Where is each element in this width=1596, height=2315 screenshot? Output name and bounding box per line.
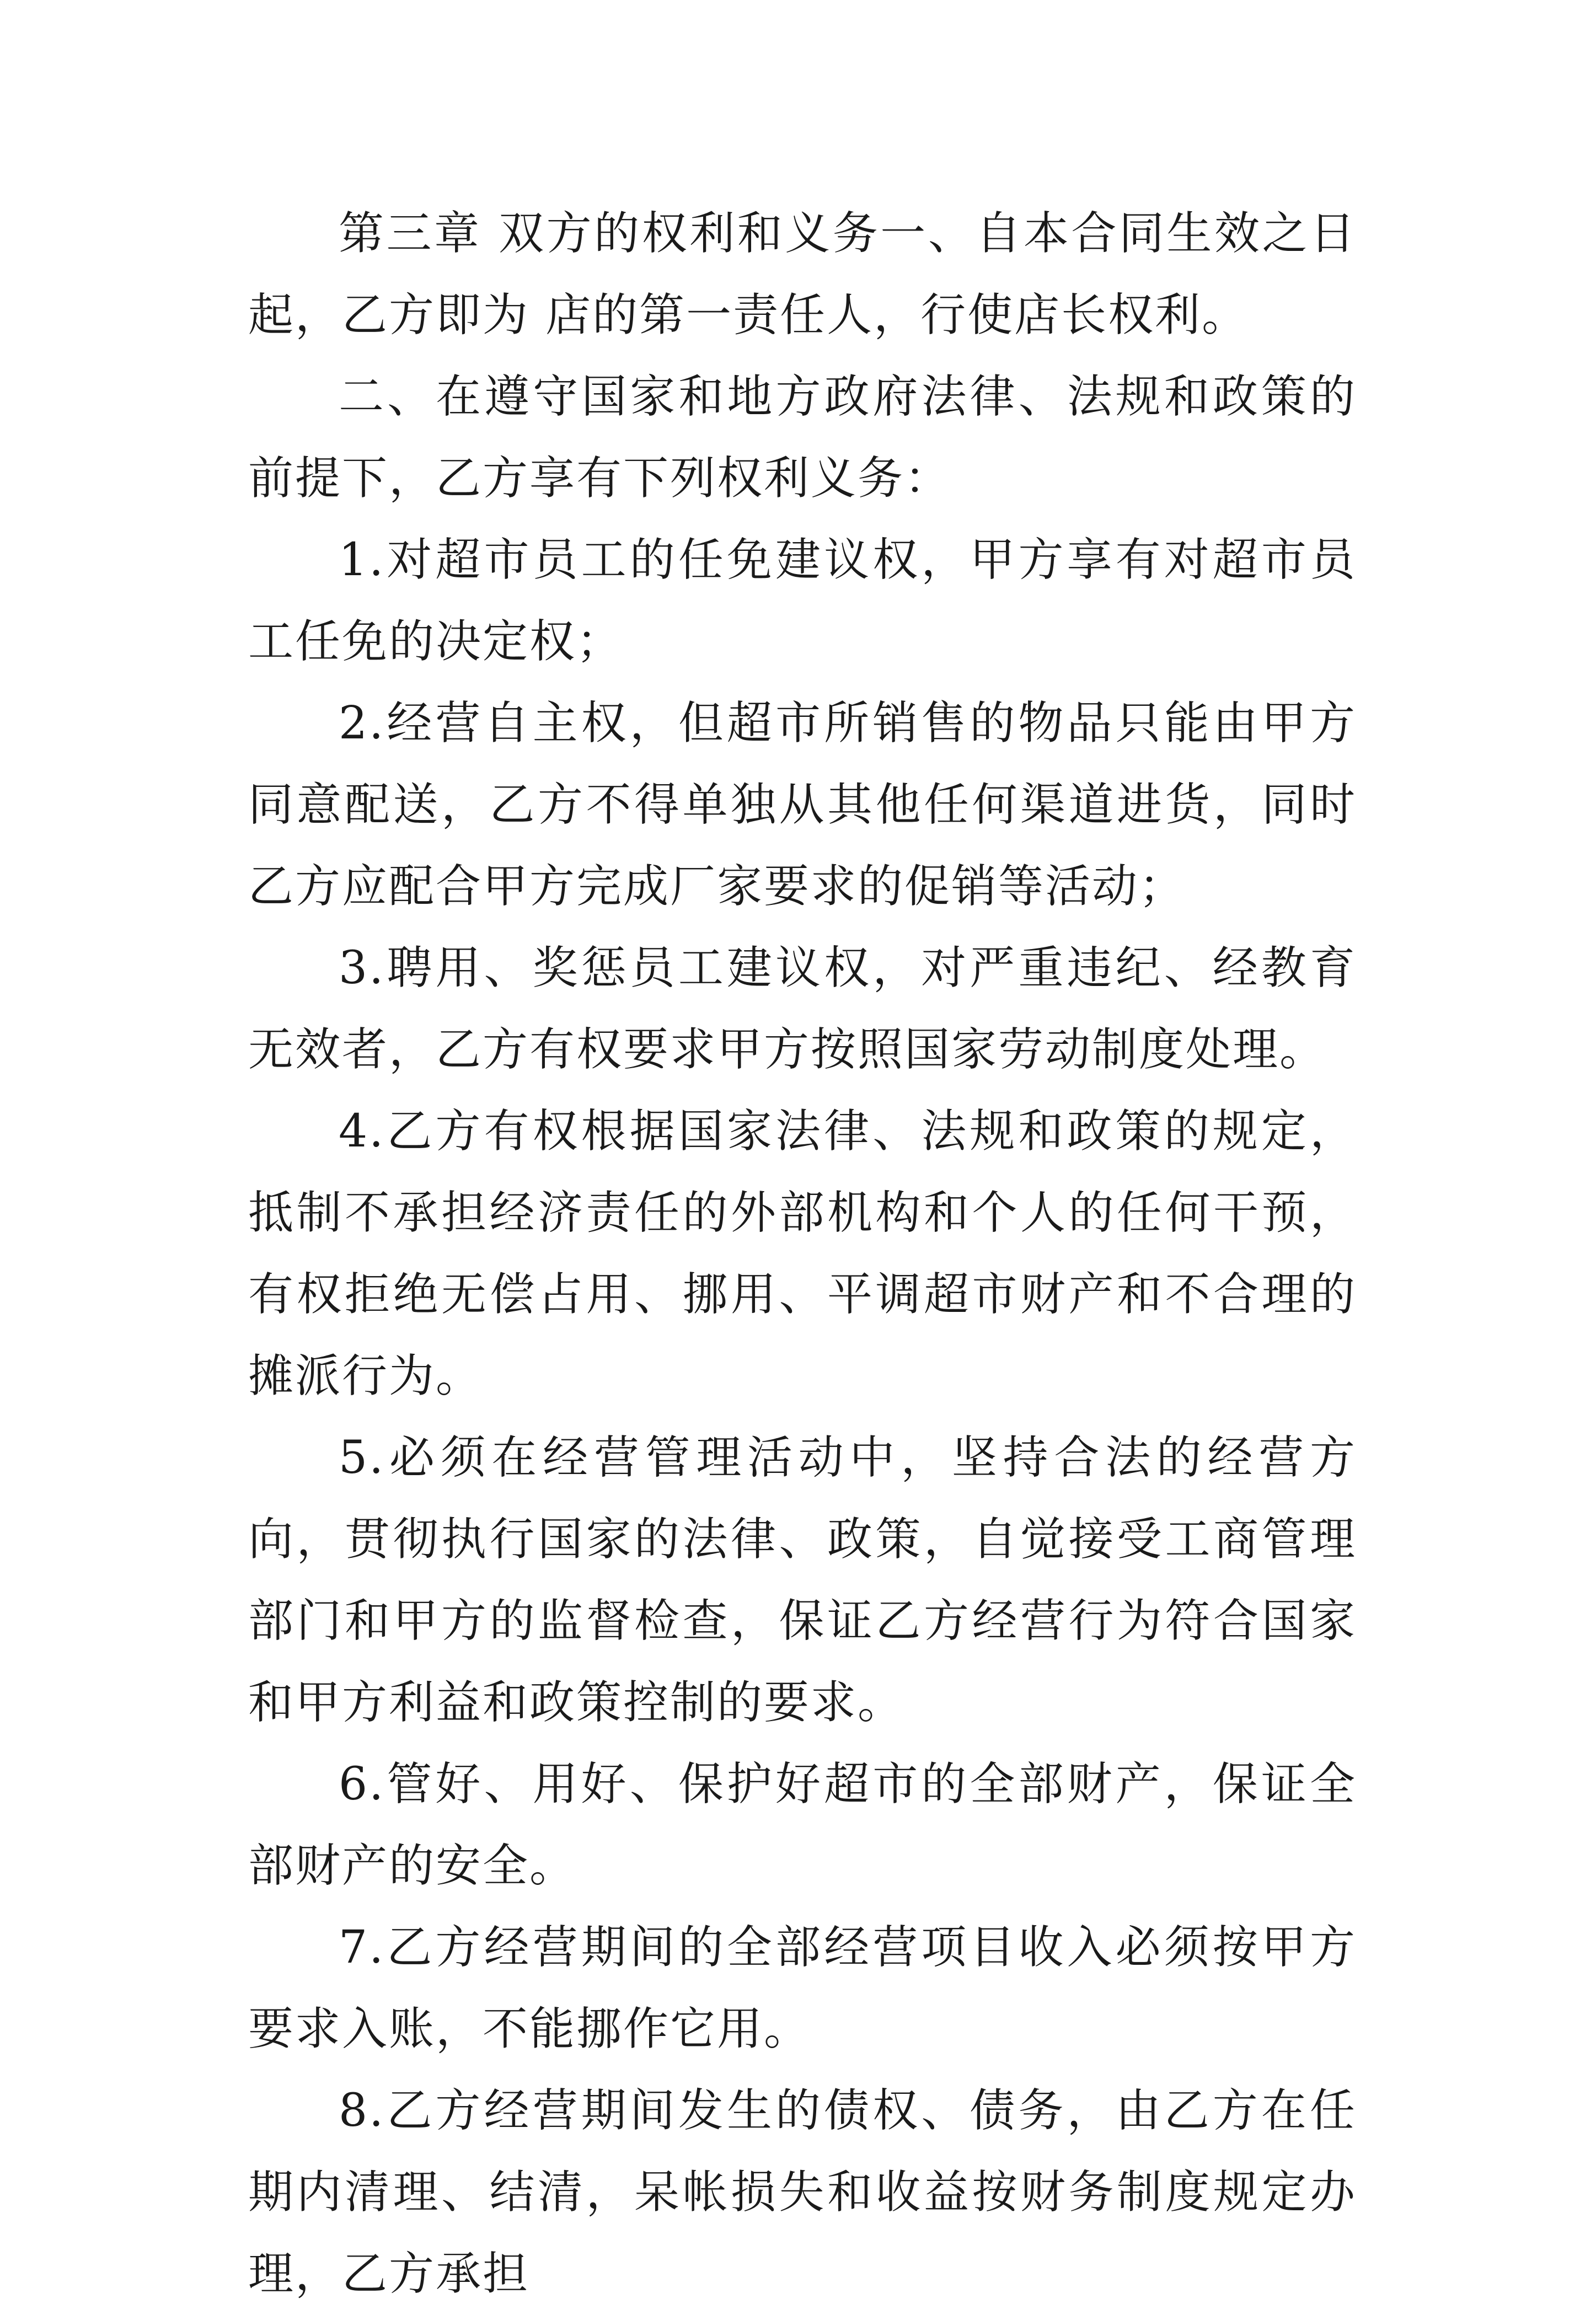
- paragraph-item-7: 7.乙方经营期间的全部经营项目收入必须按甲方要求入账，不能挪作它用。: [248, 1921, 1357, 2055]
- paragraph-item-6: 6.管好、用好、保护好超市的全部财产，保证全部财产的安全。: [248, 1758, 1357, 1892]
- paragraph-item-5: 5.必须在经营管理活动中，坚持合法的经营方向，贯彻执行国家的法律、政策，自觉接受工商管理部门和甲方的监督检查，保证乙方经营行为符合国家和甲方利益和政策控制的要求。: [248, 1432, 1357, 1729]
- paragraph-item-1: 1.对超市员工的任免建议权，甲方享有对超市员工任免的决定权；: [248, 534, 1357, 668]
- paragraph-item-8: 8.乙方经营期间发生的债权、债务，由乙方在任期内清理、结清，呆帐损失和收益按财务制度规定办理，乙方承担: [248, 2084, 1357, 2300]
- paragraph-item-2: 2.经营自主权，但超市所销售的物品只能由甲方同意配送，乙方不得单独从其他任何渠道进货，同时乙方应配合甲方完成厂家要求的促销等活动；: [248, 697, 1357, 913]
- paragraph-rights-obligations-intro: 二、在遵守国家和地方政府法律、法规和政策的前提下，乙方享有下列权利义务：: [248, 371, 1357, 505]
- document-body: [248, 193, 1357, 2315]
- paragraph-item-4: 4.乙方有权根据国家法律、法规和政策的规定，抵制不承担经济责任的外部机构和个人的任何干预，有权拒绝无偿占用、挪用、平调超市财产和不合理的摊派行为。: [248, 1105, 1357, 1402]
- paragraph-chapter-3-intro: 第三章 双方的权利和义务一、自本合同生效之日起，乙方即为 店的第一责任人，行使店长权利。: [248, 207, 1357, 341]
- paragraph-item-3: 3.聘用、奖惩员工建议权，对严重违纪、经教育无效者，乙方有权要求甲方按照国家劳动制度处理。: [248, 942, 1357, 1076]
